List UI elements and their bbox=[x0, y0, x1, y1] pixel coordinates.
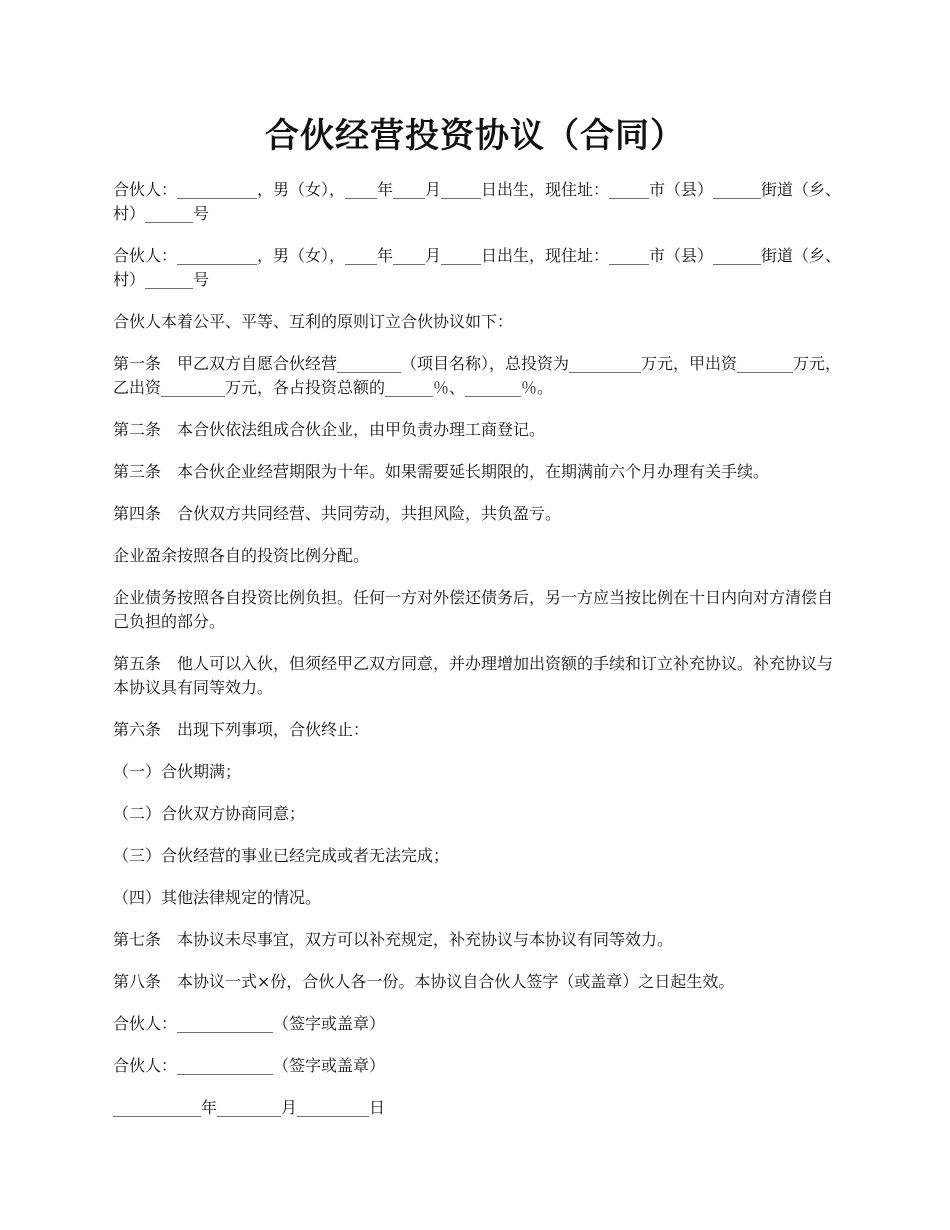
article-6: 第六条 出现下列事项，合伙终止： bbox=[113, 720, 370, 739]
document-title: 合伙经营投资协议（合同） bbox=[265, 116, 685, 156]
partner-1-info: 合伙人：__________，男（女），____年____月_____日出生，现住址：_____市（县）______街道（乡、村）______号 bbox=[113, 180, 842, 223]
article-6-item-2: （二）合伙双方协商同意； bbox=[113, 804, 306, 823]
article-4: 第四条 合伙双方共同经营、共同劳动，共担风险，共负盈亏。 bbox=[113, 504, 562, 523]
article-7: 第七条 本协议未尽事宜，双方可以补充规定，补充协议与本协议有同等效力。 bbox=[113, 930, 674, 949]
article-5: 第五条 他人可以入伙，但须经甲乙双方同意，并办理增加出资额的手续和订立补充协议。补充协议与本协议具有同等效力。 bbox=[113, 654, 834, 697]
article-4-debt: 企业债务按照各自投资比例负担。任何一方对外偿还债务后，另一方应当按比例在十日内向对方清偿自己负担的部分。 bbox=[113, 588, 834, 631]
partner-2-info: 合伙人：__________，男（女），____年____月_____日出生，现住址：_____市（县）______街道（乡、村）______号 bbox=[113, 246, 842, 289]
article-4-profit: 企业盈余按照各自的投资比例分配。 bbox=[113, 546, 370, 565]
article-2: 第二条 本合伙依法组成合伙企业，由甲负责办理工商登记。 bbox=[113, 420, 546, 439]
article-8: 第八条 本协议一式×份，合伙人各一份。本协议自合伙人签字（或盖章）之日起生效。 bbox=[113, 972, 735, 991]
article-6-item-3: （三）合伙经营的事业已经完成或者无法完成； bbox=[113, 846, 450, 865]
article-3: 第三条 本合伙企业经营期限为十年。如果需要延长期限的，在期满前六个月办理有关手续。 bbox=[113, 462, 770, 481]
signature-date: ___________年________月_________日 bbox=[113, 1098, 386, 1117]
document-body bbox=[113, 178, 843, 1138]
preamble: 合伙人本着公平、平等、互利的原则订立合伙协议如下： bbox=[113, 312, 514, 331]
signature-partner-1: 合伙人：____________（签字或盖章） bbox=[113, 1014, 386, 1033]
article-6-item-4: （四）其他法律规定的情况。 bbox=[113, 888, 322, 907]
article-6-item-1: （一）合伙期满； bbox=[113, 762, 242, 781]
article-1: 第一条 甲乙双方自愿合伙经营________（项目名称），总投资为_________万元，甲出资_______万元，乙出资________万元，各占投资总额的______％、_______％。 bbox=[113, 354, 842, 397]
signature-partner-2: 合伙人：____________（签字或盖章） bbox=[113, 1056, 386, 1075]
